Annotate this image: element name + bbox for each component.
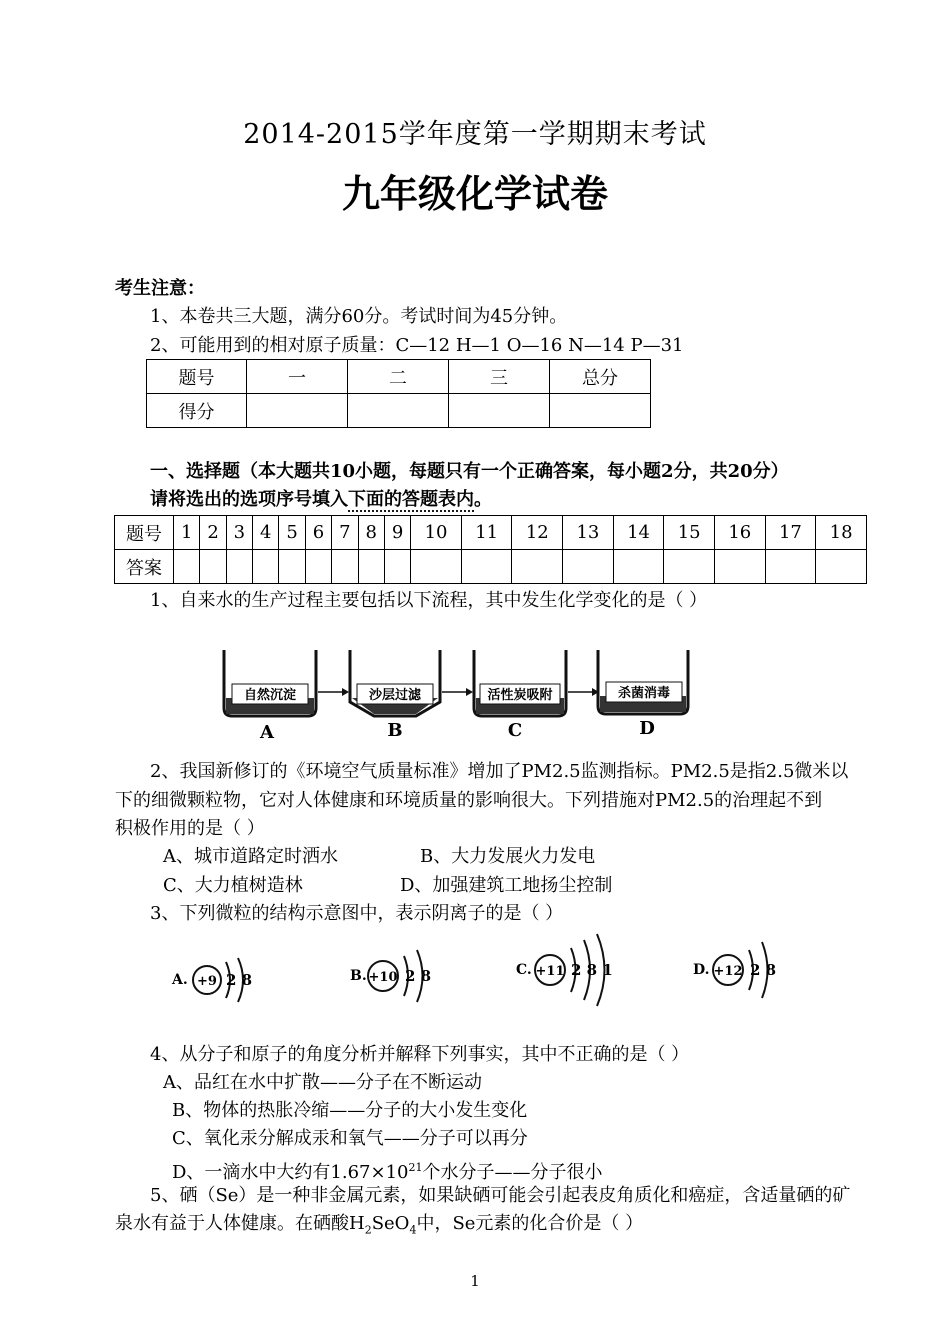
answer-input-cell[interactable] <box>816 550 867 584</box>
answer-number-cell: 16 <box>714 516 765 550</box>
question-5-line-2 <box>115 1209 643 1245</box>
q2-option-b[interactable]: B、大力发展火力发电 <box>420 846 596 867</box>
atom-letter: A. <box>172 972 188 988</box>
step-label: 杀菌消毒 <box>617 686 671 701</box>
answer-number-cell: 6 <box>305 516 331 550</box>
exponent: 21 <box>408 1161 423 1174</box>
atom-nucleus: +12 <box>713 964 743 979</box>
tank-d <box>598 650 688 739</box>
atom-shells: 2 8 1 <box>571 961 613 979</box>
arrow <box>442 688 473 696</box>
atom-letter: B. <box>350 968 367 984</box>
notice-item-2: 2、可能用到的相对原子质量：C—12 H—1 O—16 N—14 P—31 <box>150 335 684 356</box>
atom-shells: 2 8 <box>750 961 777 979</box>
question-2-line-3: 积极作用的是（ ） <box>115 818 265 839</box>
score-table <box>146 359 651 428</box>
section1-title: 一、选择题（本大题共10小题，每题只有一个正确答案，每小题2分，共20分） <box>150 461 789 482</box>
answer-input-cell[interactable] <box>613 550 664 584</box>
option-text: D、一滴水中大约有1.67×10 <box>172 1162 409 1183</box>
question-3: 3、下列微粒的结构示意图中，表示阴离子的是（ ） <box>150 903 564 924</box>
score-cell[interactable] <box>247 394 348 428</box>
answer-input-cell[interactable] <box>226 550 252 584</box>
atom-shells: 2 8 <box>405 967 432 985</box>
question-2-line-2: 下的细微颗粒物，它对人体健康和环境质量的影响很大。下列措施对PM2.5的治理起不到 <box>115 790 823 811</box>
answer-number-cell: 2 <box>200 516 226 550</box>
step-label: 活性炭吸附 <box>487 688 553 703</box>
answer-input-cell[interactable] <box>358 550 384 584</box>
q2-option-d[interactable]: D、加强建筑工地扬尘控制 <box>400 875 613 896</box>
answer-number-cell: 5 <box>279 516 305 550</box>
answer-table <box>114 515 867 584</box>
arrow <box>568 688 599 696</box>
answer-input-cell[interactable] <box>384 550 410 584</box>
step-letter: A <box>260 722 274 743</box>
answer-number-cell: 7 <box>332 516 358 550</box>
answer-number-cell: 10 <box>411 516 462 550</box>
answer-number-cell: 18 <box>816 516 867 550</box>
score-row-label: 得分 <box>147 394 247 428</box>
tank-a <box>224 650 316 743</box>
answer-input-cell[interactable] <box>253 550 279 584</box>
atom-letter: D. <box>693 962 710 978</box>
atom-d <box>693 942 776 998</box>
score-cell[interactable] <box>348 394 449 428</box>
tank-c <box>474 650 566 741</box>
answer-number-cell: 9 <box>384 516 410 550</box>
atom-shells: 2 8 <box>226 971 253 989</box>
q5-text: SeO <box>371 1213 410 1234</box>
answer-number-cell: 14 <box>613 516 664 550</box>
answer-number-cell: 15 <box>664 516 715 550</box>
answer-number-cell: 1 <box>174 516 200 550</box>
q2-option-c[interactable]: C、大力植树造林 <box>163 875 303 896</box>
score-header-cell: 题号 <box>147 360 247 394</box>
atom-nucleus: +10 <box>368 970 398 985</box>
score-header-cell: 一 <box>247 360 348 394</box>
question-2-line-1: 2、我国新修订的《环境空气质量标准》增加了PM2.5监测指标。PM2.5是指2.5微米以 <box>150 761 849 782</box>
arrow <box>318 688 349 696</box>
answer-number-cell: 8 <box>358 516 384 550</box>
section1-instruction <box>150 485 492 514</box>
answer-number-cell: 17 <box>765 516 816 550</box>
atom-nucleus: +11 <box>535 964 565 979</box>
answer-input-cell[interactable] <box>765 550 816 584</box>
answer-input-cell[interactable] <box>200 550 226 584</box>
score-cell[interactable] <box>550 394 651 428</box>
subscript: 4 <box>409 1223 417 1237</box>
step-label: 沙层过滤 <box>368 688 422 703</box>
atom-b <box>350 950 431 1002</box>
answer-input-cell[interactable] <box>411 550 462 584</box>
score-cell[interactable] <box>449 394 550 428</box>
tank-b <box>350 650 440 741</box>
notice-heading: 考生注意： <box>115 278 205 299</box>
q2-option-a[interactable]: A、城市道路定时洒水 <box>163 846 338 867</box>
answer-number-cell: 13 <box>563 516 614 550</box>
score-header-cell: 二 <box>348 360 449 394</box>
answer-input-cell[interactable] <box>714 550 765 584</box>
subscript: 2 <box>364 1223 372 1237</box>
step-label: 自然沉淀 <box>243 688 297 703</box>
answer-input-cell[interactable] <box>279 550 305 584</box>
score-header-cell: 三 <box>449 360 550 394</box>
question-5-line-1: 5、硒（Se）是一种非金属元素，如果缺硒可能会引起表皮角质化和癌症，含适量硒的矿 <box>150 1185 851 1206</box>
step-letter: B <box>387 720 403 741</box>
answer-input-cell[interactable] <box>563 550 614 584</box>
answer-input-cell[interactable] <box>332 550 358 584</box>
q5-text: 泉水有益于人体健康。在硒酸H <box>115 1213 365 1234</box>
notice-item-1: 1、本卷共三大题，满分60分。考试时间为45分钟。 <box>150 306 568 327</box>
answer-input-cell[interactable] <box>664 550 715 584</box>
water-process-diagram <box>212 640 702 745</box>
question-1: 1、自来水的生产过程主要包括以下流程，其中发生化学变化的是（ ） <box>150 590 708 611</box>
atom-c <box>516 934 613 1006</box>
q4-option-c[interactable]: C、氧化汞分解成汞和氧气——分子可以再分 <box>172 1128 528 1149</box>
atom-a <box>171 958 252 1002</box>
answer-number-cell: 3 <box>226 516 252 550</box>
instruction-emphasis: 下面的答题表内 <box>348 489 474 510</box>
instruction-part: 。 <box>474 489 492 510</box>
instruction-part: 请将选出的选项序号填入 <box>150 489 348 510</box>
atom-letter: C. <box>516 962 532 978</box>
exam-title: 九年级化学试卷 <box>341 172 608 216</box>
q4-option-a[interactable]: A、品红在水中扩散——分子在不断运动 <box>163 1072 482 1093</box>
step-letter: C <box>507 720 523 741</box>
score-header-cell: 总分 <box>550 360 651 394</box>
atom-diagrams <box>160 930 800 1010</box>
exam-header: 2014-2015学年度第一学期期末考试 <box>243 119 707 150</box>
answer-number-cell: 4 <box>253 516 279 550</box>
q4-option-b[interactable]: B、物体的热胀冷缩——分子的大小发生变化 <box>172 1100 528 1121</box>
page-number: 1 <box>470 1272 480 1290</box>
q5-text: 中，Se元素的化合价是（ ） <box>416 1213 644 1234</box>
answer-input-cell[interactable] <box>305 550 331 584</box>
answer-number-cell: 11 <box>461 516 512 550</box>
answer-row-label: 题号 <box>115 516 174 550</box>
question-4: 4、从分子和原子的角度分析并解释下列事实，其中不正确的是（ ） <box>150 1044 690 1065</box>
answer-input-cell[interactable] <box>512 550 563 584</box>
answer-input-cell[interactable] <box>461 550 512 584</box>
answer-row-label: 答案 <box>115 550 174 584</box>
answer-number-cell: 12 <box>512 516 563 550</box>
step-letter: D <box>639 718 655 739</box>
option-text: 个水分子——分子很小 <box>422 1162 603 1183</box>
atom-nucleus: +9 <box>197 974 217 989</box>
answer-input-cell[interactable] <box>174 550 200 584</box>
